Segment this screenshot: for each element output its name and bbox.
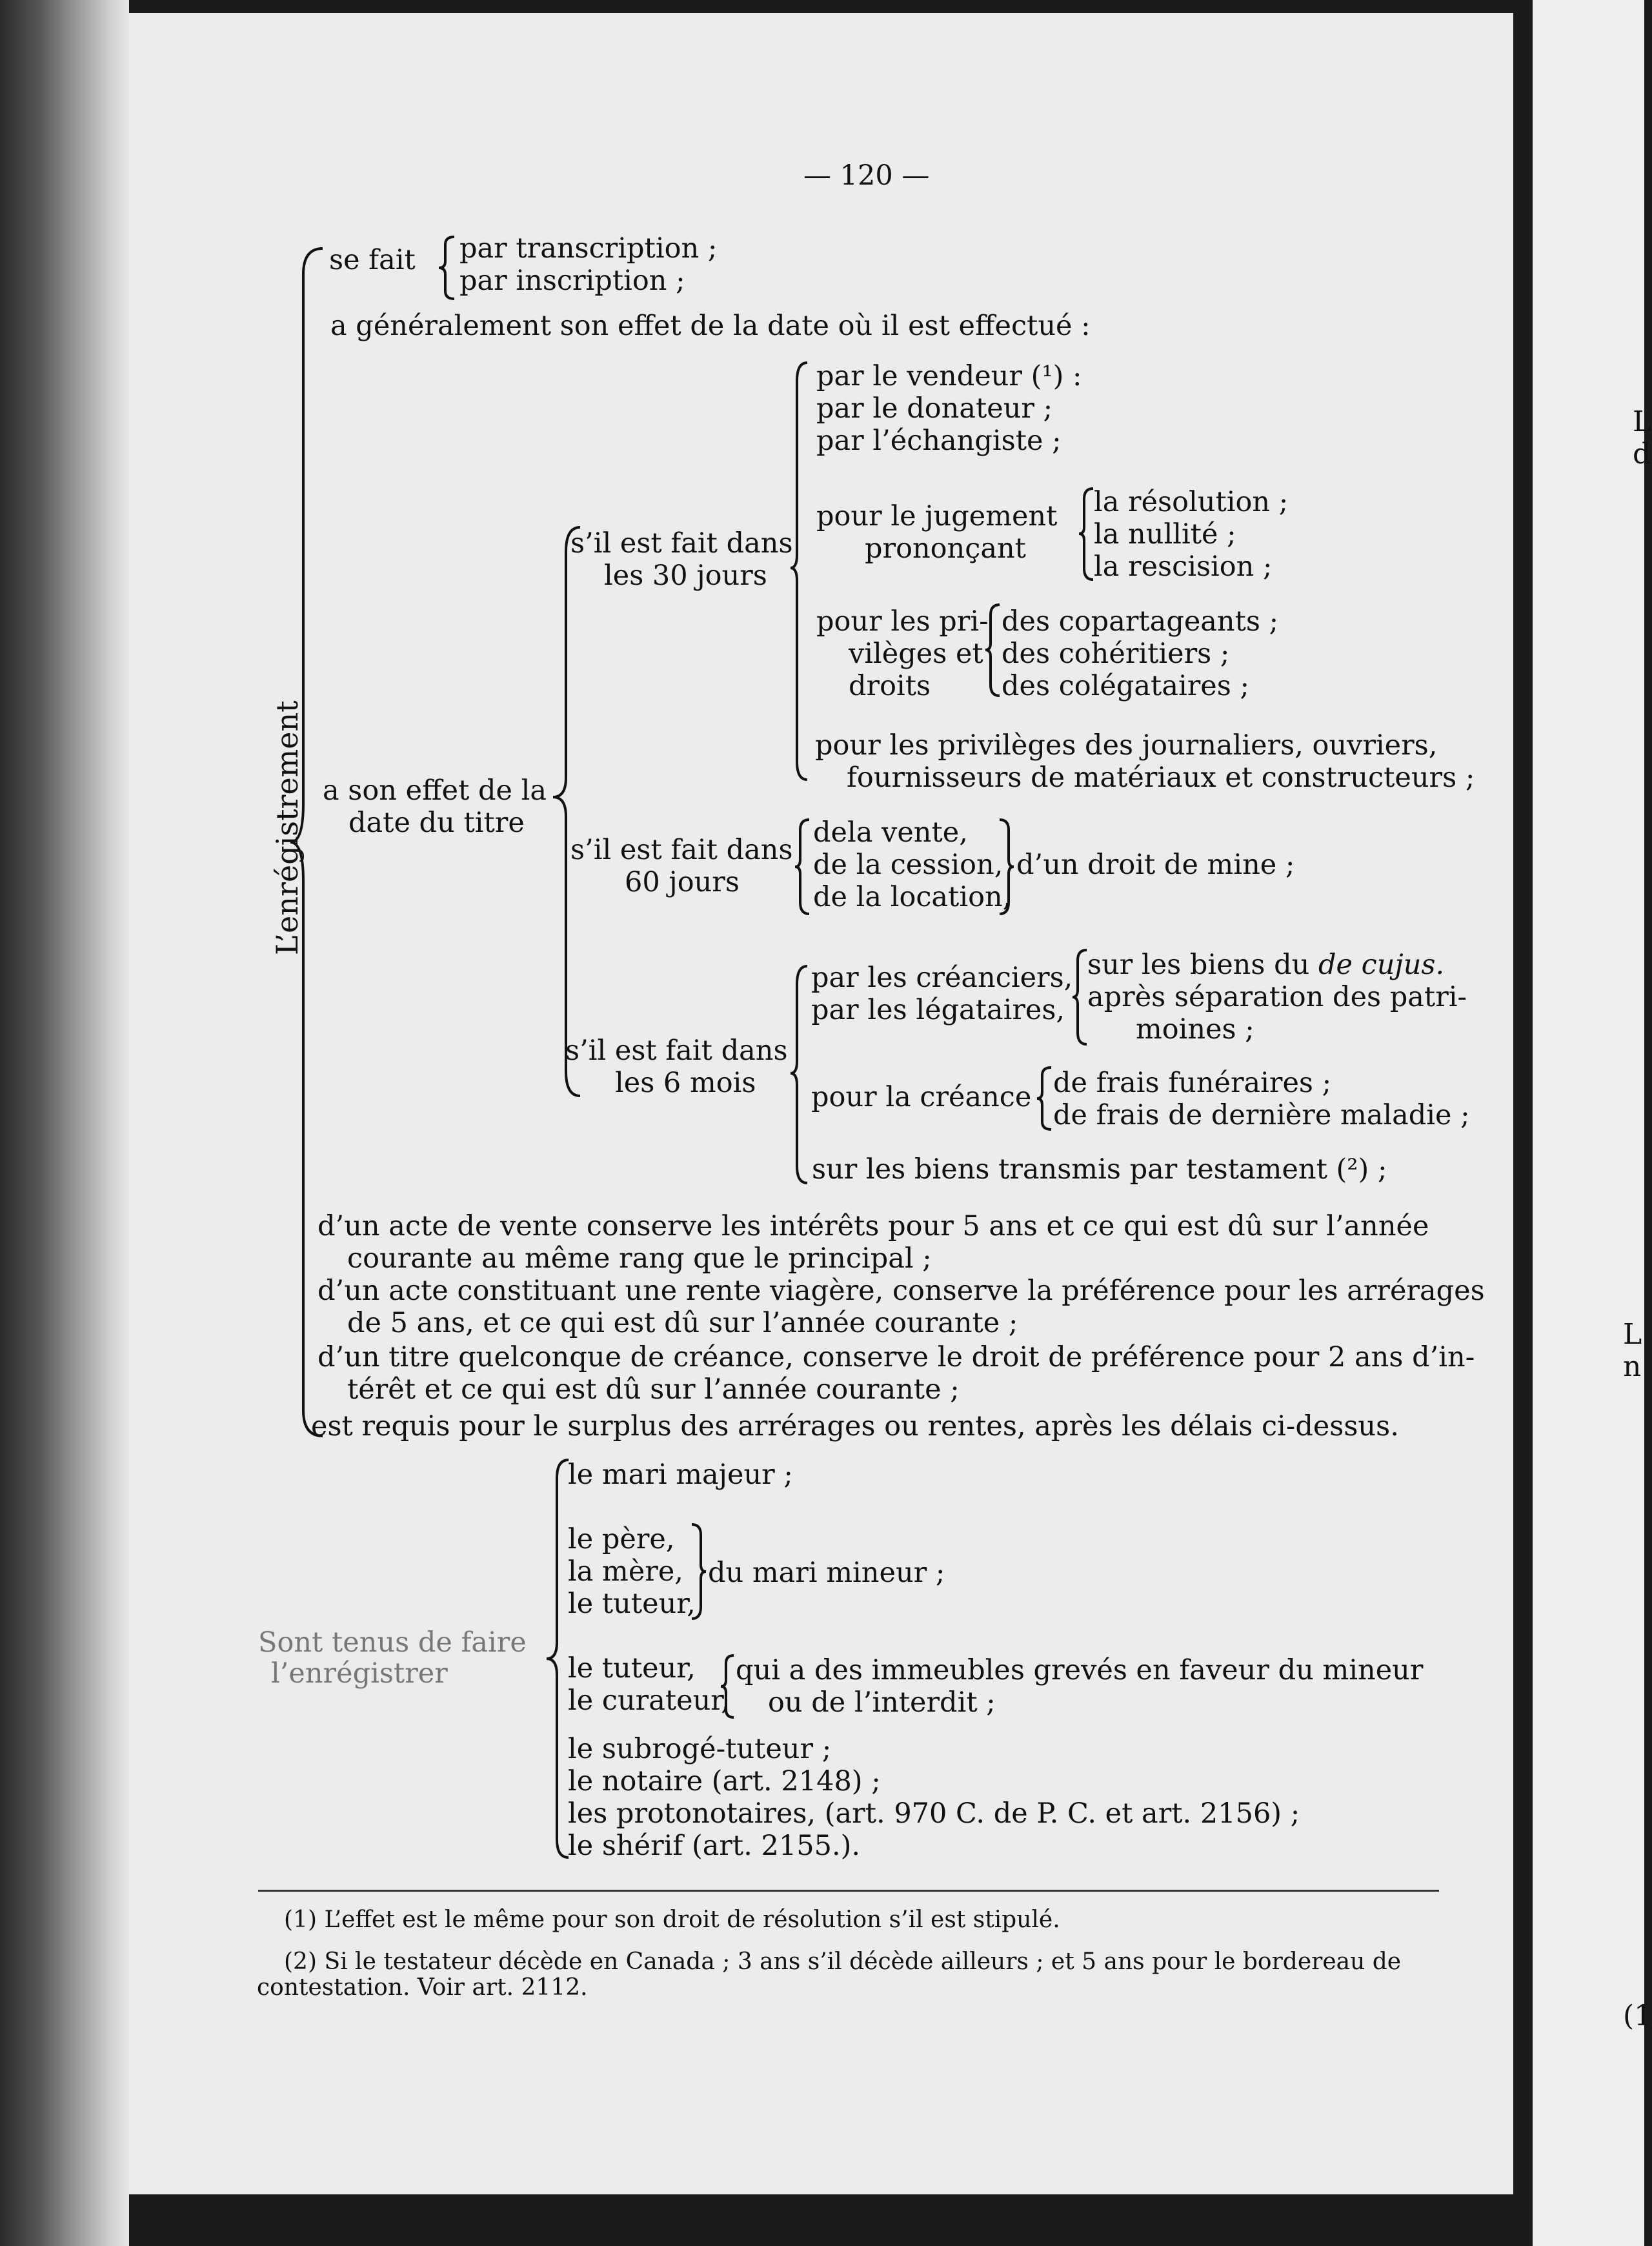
cujus-line: sur les biens du de cujus. bbox=[1087, 949, 1445, 981]
facing-page-edge bbox=[1533, 0, 1652, 2246]
tenu-item: le tuteur, bbox=[568, 1652, 696, 1685]
tenu-item: la mère, bbox=[568, 1555, 683, 1588]
se-fait-option: par transcription ; bbox=[459, 232, 718, 265]
facing-page-fragment: L bbox=[1633, 405, 1652, 438]
delay-60-brace bbox=[794, 818, 812, 915]
delay-30-label: les 30 jours bbox=[604, 560, 767, 592]
delay-6m-brace bbox=[791, 965, 810, 1184]
book-binding-shadow bbox=[0, 0, 129, 2246]
tenu-item: les protonotaires, (art. 970 C. de P. C. et art. 2156) ; bbox=[568, 1797, 1300, 1830]
main-brace bbox=[297, 248, 336, 1436]
tenu-item: le père, bbox=[568, 1523, 675, 1555]
footnote-rule bbox=[258, 1890, 1439, 1892]
patri-line: moines ; bbox=[1136, 1013, 1254, 1046]
footnote-1: (1) L’effet est le même pour son droit de résolution s’il est stipulé. bbox=[284, 1907, 1060, 1933]
cujus-brace bbox=[1071, 949, 1089, 1046]
acte-rente-line: d’un acte constituant une rente viagère, conserve la préférence pour les arrérages bbox=[317, 1275, 1485, 1307]
immeubles-line: ou de l’interdit ; bbox=[768, 1686, 996, 1719]
vertical-title: L’enrégistrement bbox=[270, 700, 305, 955]
tenus-label: l’enrégistrer bbox=[271, 1657, 448, 1690]
testament-line: sur les biens transmis par testament (²) ; bbox=[812, 1153, 1387, 1186]
jugement-option: la nullité ; bbox=[1094, 518, 1236, 551]
requis-line: est requis pour le surplus des arrérages ou rentes, après les délais ci-dessus. bbox=[311, 1410, 1399, 1442]
delay-60-label: s’il est fait dans bbox=[570, 834, 793, 866]
jugement-option: la résolution ; bbox=[1094, 486, 1289, 518]
immeubles-line: qui a des immeubles grevés en faveur du mineur bbox=[736, 1654, 1424, 1686]
mari-mineur-brace bbox=[689, 1523, 707, 1620]
tenus-brace bbox=[545, 1459, 571, 1859]
footnote-2: (2) Si le testateur décède en Canada ; 3 ans s’il décède ailleurs ; et 5 ans pour le bordereau de bbox=[284, 1948, 1402, 1975]
tenu-item: le curateur, bbox=[568, 1685, 730, 1717]
delay-60-label: 60 jours bbox=[625, 866, 740, 898]
delay-6m-label: les 6 mois bbox=[615, 1067, 756, 1099]
mine-line: d’un droit de mine ; bbox=[1016, 849, 1295, 881]
mine-closing-brace bbox=[997, 818, 1015, 915]
creance-option: de frais funéraires ; bbox=[1053, 1067, 1332, 1099]
delay-30-brace bbox=[791, 361, 810, 781]
titre-label: a son effet de la bbox=[323, 774, 547, 807]
tenu-item: le notaire (art. 2148) ; bbox=[568, 1765, 881, 1797]
acte-vente-line: d’un acte de vente conserve les intérêts pour 5 ans et ce qui est dû sur l’année bbox=[317, 1210, 1429, 1242]
immeubles-brace bbox=[720, 1654, 736, 1719]
creance-label: pour la créance bbox=[811, 1081, 1032, 1113]
facing-page-fragment: d bbox=[1633, 438, 1651, 470]
tenu-item: le tuteur, bbox=[568, 1588, 696, 1620]
mine-option: dela vente, bbox=[813, 816, 968, 849]
journaliers-line: fournisseurs de matériaux et constructeurs ; bbox=[847, 762, 1475, 794]
creanciers-line: par les créanciers, bbox=[811, 962, 1073, 994]
creance-option: de frais de dernière maladie ; bbox=[1053, 1099, 1470, 1131]
privileges-label: vilèges et bbox=[849, 638, 983, 670]
jugement-label: pour le jugement bbox=[816, 500, 1058, 532]
acte-titre-line: térêt et ce qui est dû sur l’année courante ; bbox=[347, 1373, 960, 1406]
jugement-label: prononçant bbox=[865, 532, 1026, 565]
mine-option: de la location, bbox=[813, 881, 1012, 913]
delay-30-label: s’il est fait dans bbox=[570, 527, 793, 560]
legataires-line: par les légataires, bbox=[811, 994, 1065, 1026]
party-echangiste: par l’échangiste ; bbox=[816, 425, 1062, 457]
journaliers-line: pour les privilèges des journaliers, ouvriers, bbox=[815, 729, 1438, 762]
page-number: — 120 — bbox=[803, 159, 930, 192]
privileges-label: pour les pri- bbox=[816, 605, 989, 638]
tenu-item: le subrogé-tuteur ; bbox=[568, 1733, 832, 1765]
privileges-brace bbox=[984, 603, 1002, 697]
jugement-option: la rescision ; bbox=[1094, 551, 1273, 583]
jugement-brace bbox=[1078, 487, 1096, 581]
privileges-label: droits bbox=[849, 670, 931, 702]
delay-brace bbox=[552, 526, 584, 1097]
acte-titre-line: d’un titre quelconque de créance, conserve le droit de préférence pour 2 ans d’in- bbox=[317, 1341, 1475, 1373]
tenu-item: le shérif (art. 2155.). bbox=[568, 1830, 861, 1862]
se-fait-brace bbox=[438, 236, 457, 300]
party-vendeur: par le vendeur (¹) : bbox=[816, 360, 1082, 392]
delay-6m-label: s’il est fait dans bbox=[565, 1035, 788, 1067]
patri-line: après séparation des patri- bbox=[1087, 981, 1467, 1013]
acte-vente-line: courante au même rang que le principal ; bbox=[347, 1242, 932, 1275]
footnote-2: contestation. Voir art. 2112. bbox=[257, 1974, 588, 2001]
privileges-option: des copartageants ; bbox=[1002, 605, 1279, 638]
titre-label: date du titre bbox=[348, 807, 525, 839]
privileges-option: des colégataires ; bbox=[1002, 670, 1249, 702]
facing-page-fragment: L bbox=[1623, 1318, 1642, 1351]
general-effect-line: a généralement son effet de la date où il est effectué : bbox=[330, 310, 1091, 342]
party-donateur: par le donateur ; bbox=[816, 392, 1053, 425]
mari-mineur-line: du mari mineur ; bbox=[708, 1557, 945, 1589]
se-fait-label: se fait bbox=[329, 244, 416, 276]
facing-page-fragment: (1 bbox=[1623, 1999, 1652, 2032]
se-fait-option: par inscription ; bbox=[459, 265, 685, 297]
tenus-label: Sont tenus de faire bbox=[258, 1626, 527, 1659]
privileges-option: des cohéritiers ; bbox=[1002, 638, 1230, 670]
creance-brace bbox=[1036, 1066, 1054, 1131]
book-page bbox=[129, 13, 1513, 2194]
acte-rente-line: de 5 ans, et ce qui est dû sur l’année courante ; bbox=[347, 1307, 1018, 1339]
mine-option: de la cession, bbox=[813, 849, 1003, 881]
tenu-item: le mari majeur ; bbox=[568, 1459, 793, 1491]
facing-page-fragment: n bbox=[1623, 1350, 1642, 1383]
